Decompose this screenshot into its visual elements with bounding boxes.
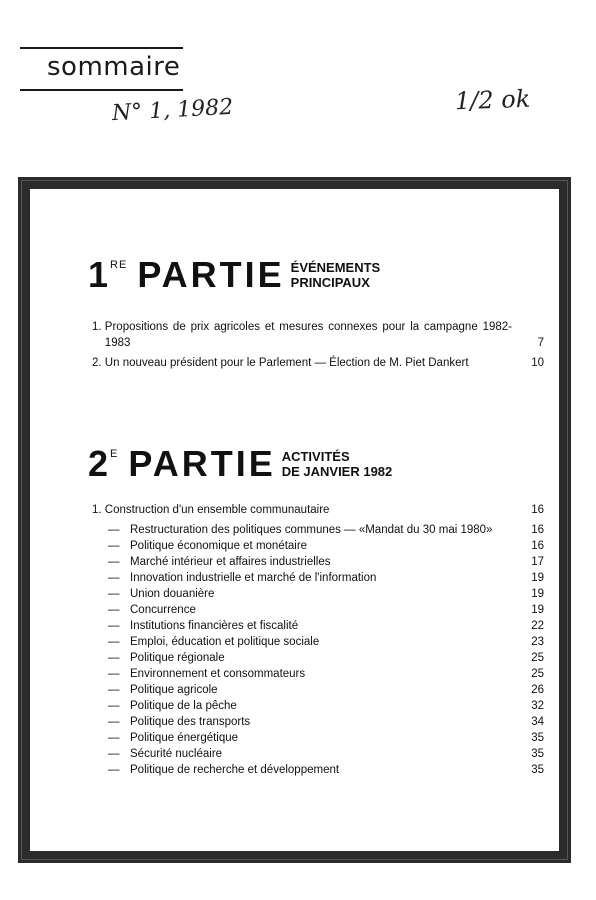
toc-subitem-title: Sécurité nucléaire [130,748,223,760]
toc-subitem-page: 34 [531,716,544,728]
toc-subitem-dash: — [108,732,120,744]
part1-number: 1 [88,254,109,295]
toc-subitem[interactable] [108,618,544,634]
part1-subtitle-line2: PRINCIPAUX [290,275,370,290]
part2-subtitle-line1: ACTIVITÉS [281,449,350,464]
part1-subtitle [291,260,381,290]
part2-subtitle [282,449,393,479]
toc-subitem-page: 17 [531,556,544,568]
toc-subitem-page: 32 [531,700,544,712]
toc-subitem-title: Institutions financières et fiscalité [130,620,299,632]
toc-subitem[interactable] [108,650,544,666]
toc-subitem-dash: — [108,668,120,680]
toc-subitem-dash: — [108,652,120,664]
toc-subitem[interactable] [108,746,544,762]
toc-subitem[interactable] [108,522,544,538]
toc-section-title: Construction d'un ensemble communautaire [104,504,330,516]
toc-subitem-dash: — [108,524,120,536]
toc-subitem-page: 19 [531,572,544,584]
toc-subitem-page: 35 [531,748,544,760]
toc-item[interactable] [92,355,544,371]
toc-subitem-title: Restructuration des politiques communes — «Mandat du 30 mai 1980» [130,524,493,536]
part2-toc [92,502,544,778]
toc-subitems [92,522,544,778]
toc-subitem-title: Union douanière [130,588,215,600]
toc-subitem-page: 19 [531,588,544,600]
toc-item-page: 7 [537,337,544,349]
part1-toc [92,319,544,371]
toc-subitem[interactable] [108,554,544,570]
toc-subitem-dash: — [108,556,120,568]
toc-subitem-title: Politique énergétique [130,732,239,744]
toc-subitem[interactable] [108,666,544,682]
toc-subitem-title: Environnement et consommateurs [130,668,306,680]
toc-subitem-page: 35 [531,732,544,744]
toc-section-page: 16 [531,504,544,516]
toc-subitem[interactable] [108,682,544,698]
toc-subitem-dash: — [108,764,120,776]
toc-subitem-page: 23 [531,636,544,648]
toc-subitem-title: Politique de la pêche [130,700,237,712]
toc-subitem-dash: — [108,716,120,728]
toc-subitem-dash: — [108,620,120,632]
toc-subitem-dash: — [108,684,120,696]
toc-subitem-page: 25 [531,668,544,680]
toc-subitem-page: 35 [531,764,544,776]
toc-subitem[interactable] [108,586,544,602]
toc-subitem[interactable] [108,634,544,650]
toc-subitem[interactable] [108,538,544,554]
toc-subitem-title: Politique des transports [130,716,251,728]
toc-subitem-title: Politique agricole [130,684,218,696]
toc-subitem-dash: — [108,748,120,760]
toc-subitem-title: Marché intérieur et affaires industrielles [130,556,331,568]
toc-subitem-dash: — [108,588,120,600]
toc-subitem-title: Innovation industrielle et marché de l'information [130,572,377,584]
toc-item-number: 1. [92,321,102,333]
toc-item-title: Un nouveau président pour le Parlement — Élection de M. Piet Dankert [104,357,469,369]
toc-subitem-title: Politique régionale [130,652,225,664]
toc-subitem[interactable] [108,570,544,586]
toc-section-number: 1. [92,504,102,516]
toc-item-number: 2. [92,357,102,369]
bottom-rule [20,89,183,91]
toc-subitem-dash: — [108,636,120,648]
handwritten-note: 1/2 ok [454,84,531,116]
part2-subtitle-line2: DE JANVIER 1982 [281,464,393,479]
toc-subitem-title: Politique de recherche et développement [130,764,340,776]
part1-word: PARTIE [137,254,285,295]
toc-subitem-dash: — [108,540,120,552]
part1-suffix: RE [110,259,128,271]
toc-subitem-page: 16 [531,540,544,552]
toc-item[interactable] [92,319,544,351]
toc-subitem-title: Politique économique et monétaire [130,540,308,552]
toc-subitem-title: Emploi, éducation et politique sociale [130,636,320,648]
toc-subitem[interactable] [108,730,544,746]
toc-subitem-page: 26 [531,684,544,696]
toc-subitem-dash: — [108,604,120,616]
toc-subitem-page: 25 [531,652,544,664]
part1-heading [88,254,381,295]
page-title: sommaire [47,52,181,82]
contents-frame [18,177,571,863]
toc-subitem-page: 22 [531,620,544,632]
handwritten-issue-number: N° 1, 1982 [111,94,234,127]
part2-suffix: E [110,448,119,460]
toc-item-title: Propositions de prix agricoles et mesures connexes pour la campagne 1982-1983 [104,321,512,349]
part2-word: PARTIE [128,443,276,484]
toc-item-page: 10 [531,357,544,369]
toc-subitem[interactable] [108,602,544,618]
toc-section[interactable] [92,502,544,518]
toc-subitem[interactable] [108,698,544,714]
part2-heading [88,443,393,484]
toc-subitem-dash: — [108,572,120,584]
toc-subitem-dash: — [108,700,120,712]
toc-subitem-title: Concurrence [130,604,196,616]
toc-subitem-page: 16 [531,524,544,536]
top-rule [20,47,183,49]
toc-subitem-page: 19 [531,604,544,616]
toc-subitem[interactable] [108,762,544,778]
part1-subtitle-line1: ÉVÉNEMENTS [290,260,381,275]
toc-subitem[interactable] [108,714,544,730]
part2-number: 2 [88,443,109,484]
